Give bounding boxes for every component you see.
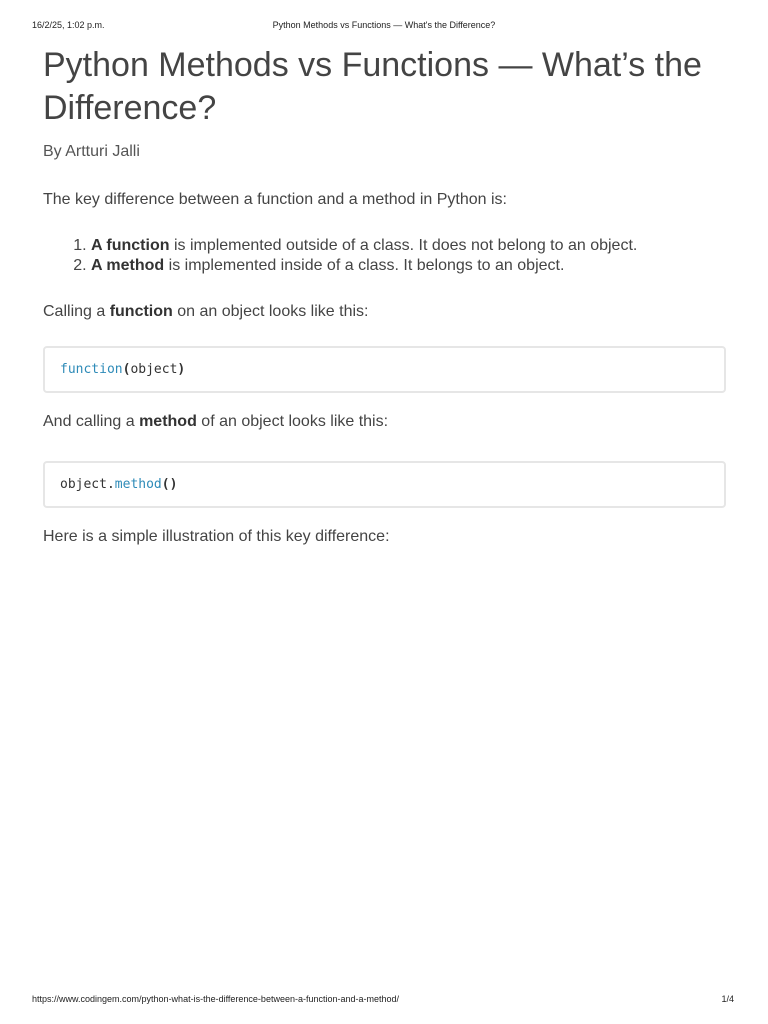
calling-method-paragraph — [43, 412, 726, 432]
article — [43, 44, 726, 547]
code-paren-close: ) — [177, 362, 186, 377]
print-footer — [32, 994, 736, 1006]
text-segment: of an object looks like this: — [196, 413, 389, 430]
illustration-paragraph: Here is a simple illustration of this key difference: — [43, 528, 390, 545]
difference-list — [43, 236, 726, 276]
code-dot: . — [106, 477, 115, 492]
list-item — [91, 256, 726, 276]
page-url: https://www.codingem.com/python-what-is-the-difference-between-a-function-and-a-method/ — [32, 994, 400, 1004]
list-item-text: is implemented outside of a class. It does not belong to an object. — [169, 237, 638, 254]
code-block-function[interactable] — [43, 346, 726, 393]
code-keyword: function — [60, 362, 123, 377]
bold-term: method — [139, 413, 197, 430]
print-header — [32, 20, 736, 32]
calling-function-paragraph — [43, 302, 726, 322]
list-item-text: is implemented inside of a class. It belongs to an object. — [164, 257, 565, 274]
intro-paragraph: The key difference between a function and a method in Python is: — [43, 191, 507, 208]
list-item-bold: A method — [91, 257, 165, 274]
article-title: Python Methods vs Functions — What’s the Difference? — [43, 46, 702, 127]
code-paren-open: ( — [122, 362, 131, 377]
text-segment: Calling a — [43, 303, 110, 320]
bold-term: function — [109, 303, 173, 320]
code-arg: object — [130, 362, 178, 377]
code-keyword: method — [114, 477, 162, 492]
text-segment: And calling a — [43, 413, 140, 430]
code-block-method[interactable] — [43, 461, 726, 508]
text-segment: on an object looks like this: — [172, 303, 369, 320]
byline: By Artturi Jalli — [43, 143, 140, 160]
code-parens: () — [161, 477, 178, 492]
print-doc-title: Python Methods vs Functions — What's the Difference? — [272, 20, 496, 30]
print-date: 16/2/25, 1:02 p.m. — [32, 20, 105, 30]
code-object: object — [60, 477, 107, 492]
list-item — [91, 236, 726, 256]
page-number: 1/4 — [721, 994, 734, 1004]
list-item-bold: A function — [91, 237, 170, 254]
